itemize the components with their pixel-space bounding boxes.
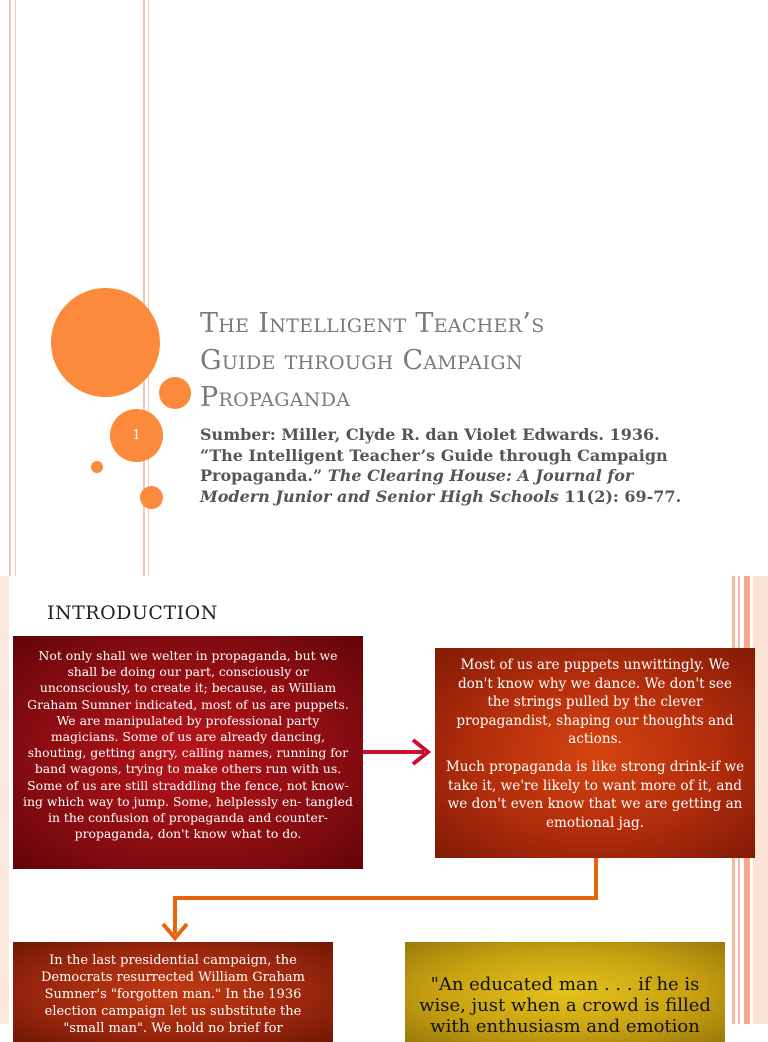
citation-journal: The Clearing House: A Journal for Modern Junior and Senior High Schools: [200, 466, 634, 506]
title-line: The Intelligent Teacher’s: [200, 308, 545, 339]
arrow-right-red: [363, 740, 428, 764]
quote-box-propaganda: [13, 636, 363, 869]
box-text: Most of us are puppets unwittingly. We don't know why we dance. We don't see the strings pulled by the clever propagandist, shaping our thoughts and actions.: [456, 657, 734, 748]
decorative-stripe: [9, 0, 11, 576]
decorative-circle-large: [51, 288, 160, 397]
slide-number: 1: [132, 428, 141, 443]
box-text: "An educated man . . . if he is wise, just when a crowd is filled with enthusiasm and emotion: [419, 974, 711, 1037]
citation-issue: 11(2): 69-77.: [564, 486, 682, 506]
citation-text: Sumber: Miller, Clyde R. dan Violet Edwards. 1936. “The Intelligent Teacher’s Guide through Campaign Propaganda.”: [200, 425, 668, 485]
box-text: Much propaganda is like strong drink-if we take it, we're likely to want more of it, and we don't even know that we are getting an emotional jag.: [445, 758, 745, 831]
quote-box-campaign: [13, 942, 333, 1042]
slide-title: [200, 305, 720, 416]
decorative-circle-small: [159, 377, 191, 409]
decorative-stripe: [15, 0, 16, 576]
box-text: In the last presidential campaign, the Democrats resurrected William Graham Sumner's "forgotten man." In the 1936 election campaign let us substitute the "small man". We hold no brief for: [40, 953, 306, 1036]
slide-heading: INTRODUCTION: [47, 602, 218, 624]
arrow-down-orange: [163, 858, 596, 938]
decorative-circle-dot: [91, 461, 103, 473]
introduction-slide: [0, 576, 768, 1037]
decorative-circle-small: [140, 486, 163, 509]
box-text: Not only shall we welter in propaganda, but we shall be doing our part, consciously or unconsciously, to create it; because, as William Graham Sumner indicated, most of us are puppets. We are manipulated by professional party magicians. Some of us are already dancing, shouting, getting angry, calling names, running for band wagons, trying to make others run with us. Some of us are still straddling the fence, not know- ing which way to jump. Some, helplessly en- tangled in the confusion of propaganda and counter-propaganda, don't know what to do.: [23, 648, 353, 842]
quote-box-educated-man: [405, 942, 725, 1042]
title-line: Propaganda: [200, 382, 351, 413]
quote-box-puppets: [435, 648, 755, 858]
source-citation: [200, 425, 700, 507]
title-line: Guide through Campaign: [200, 345, 523, 376]
